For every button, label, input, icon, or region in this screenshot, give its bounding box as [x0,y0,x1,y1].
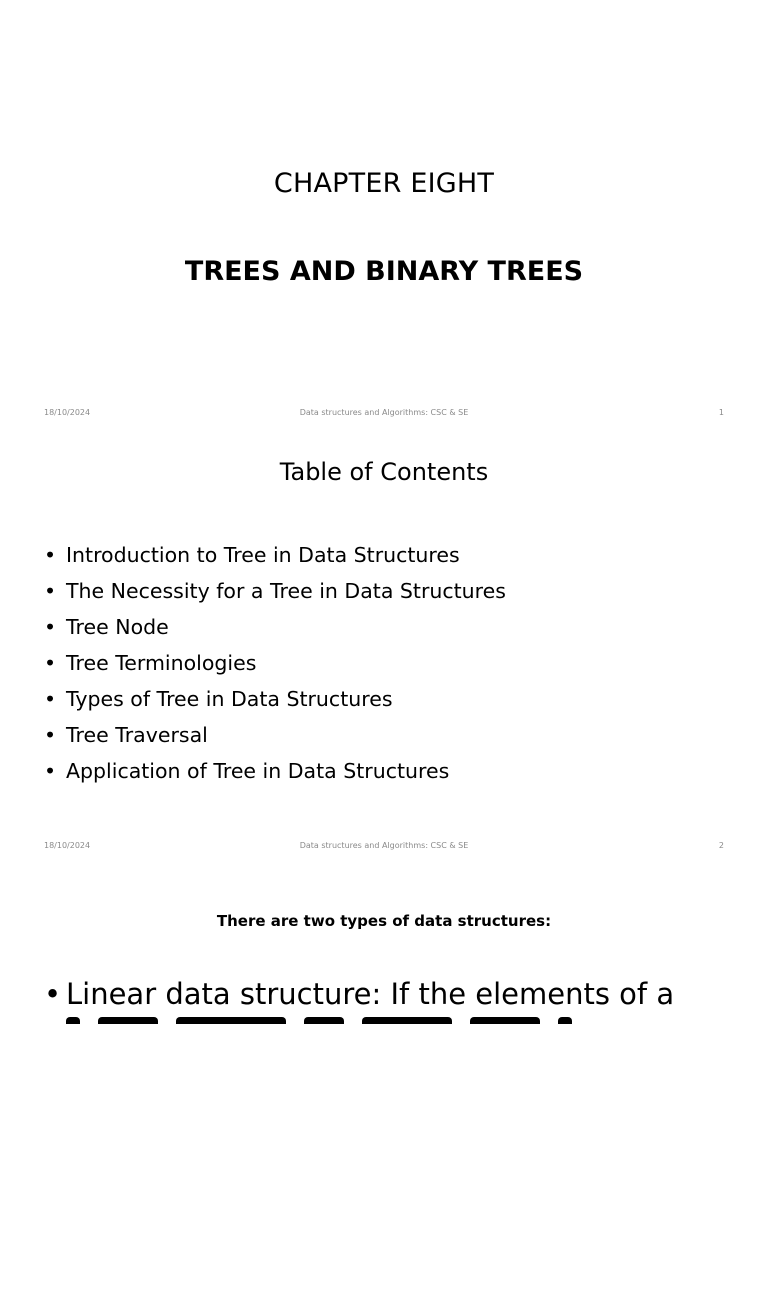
toc-item [44,753,734,789]
bullet-icon: • [44,759,57,783]
toc-title: Table of Contents [279,458,489,486]
footer-page-number: 1 [718,408,724,417]
clipped-text-line [66,1014,706,1024]
bullet-icon: • [44,543,57,567]
toc-item [44,573,734,609]
toc-item-label: Types of Tree in Data Structures [66,687,393,711]
toc-item [44,537,734,573]
bullet-icon: • [44,723,57,747]
toc-item-label: Tree Node [66,615,169,639]
footer-date: 18/10/2024 [44,841,91,850]
toc-item [44,717,734,753]
toc-item-label: Application of Tree in Data Structures [66,759,450,783]
slide-2 [0,433,768,866]
bullet-icon: • [44,579,57,603]
slide-1 [0,0,768,433]
chapter-title: TREES AND BINARY TREES [184,256,584,287]
toc-item-label: Tree Traversal [66,723,208,747]
bullet-icon: • [44,687,57,711]
slide-footer [0,841,768,853]
toc-item-label: Introduction to Tree in Data Structures [66,543,460,567]
linear-structure-bullet [44,974,764,1014]
chapter-label: CHAPTER EIGHT [273,168,495,199]
footer-page-number: 2 [718,841,724,850]
bullet-icon: • [44,615,57,639]
bullet-icon: • [44,651,57,675]
footer-course: Data structures and Algorithms: CSC & SE [299,408,469,417]
bullet-icon: • [44,977,62,1011]
bullet-text: Linear data structure: If the elements of a [66,977,675,1011]
toc-item [44,681,734,717]
footer-course: Data structures and Algorithms: CSC & SE [299,841,469,850]
slide-footer [0,408,768,420]
toc-item [44,645,734,681]
footer-date: 18/10/2024 [44,408,91,417]
slide-3 [0,866,768,1299]
toc-item [44,609,734,645]
toc-list [44,537,734,789]
toc-item-label: Tree Terminologies [66,651,257,675]
types-heading: There are two types of data structures: [216,912,552,930]
toc-item-label: The Necessity for a Tree in Data Structures [66,579,506,603]
